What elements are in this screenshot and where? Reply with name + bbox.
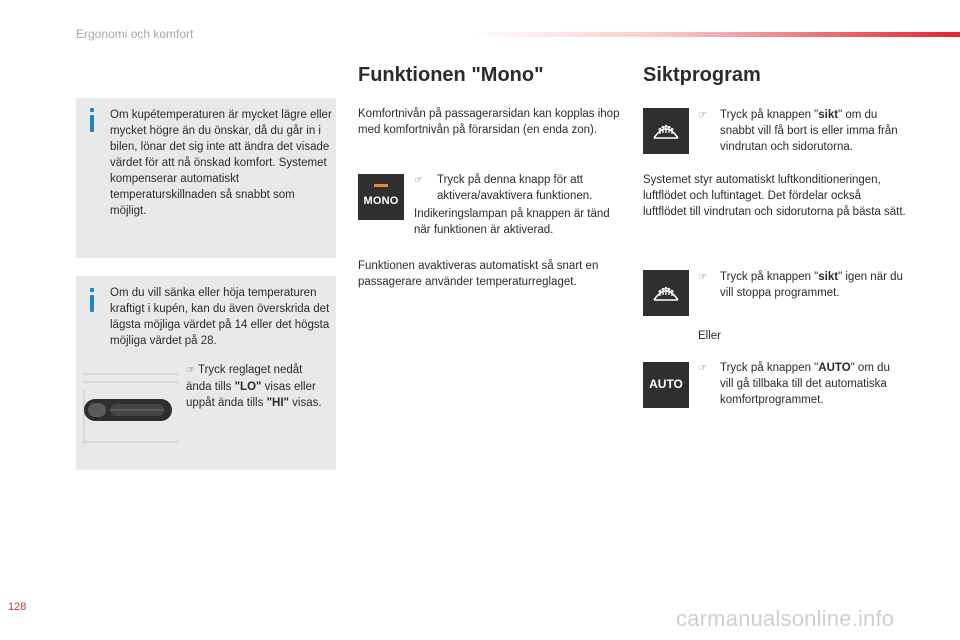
bullet-text: Tryck på knappen " (720, 271, 819, 283)
bullet-arrow-icon: ☞ (414, 175, 423, 186)
mono-auto-off-text: Funktionen avaktiveras automatiskt så snart en passagerare använder temperaturreglaget. (358, 260, 599, 288)
auto-button-label: AUTO (649, 377, 683, 391)
sikt-button-image (643, 108, 689, 154)
sikt-key-label: sikt (818, 271, 839, 283)
sikt-description: Systemet styr automatiskt luftkonditioneringen, luftflödet och luftintaget. Det fördelar också luftflödet till vindrutan och sidorutorna på bästa sätt. (643, 174, 906, 218)
sikt-bullet-3 (720, 360, 904, 408)
auto-key-label: AUTO (818, 362, 851, 374)
bullet-text: Tryck på knappen " (720, 109, 819, 121)
info-note-text: Om du vill sänka eller höja temperaturen kraftigt i kupén, kan du även överskrida det lägsta möjliga värdet på 14 eller det högsta möjliga värdet på 28. (110, 287, 330, 347)
info-icon-dot (90, 108, 94, 112)
sikt-button-image (643, 270, 689, 316)
hi-label: "HI" (266, 397, 289, 409)
mono-button-label: MONO (363, 195, 399, 207)
mono-intro: Komfortnivån på passagerarsidan kan kopplas ihop med komfortnivån på förarsidan (en enda zon). (358, 108, 620, 136)
info-note (76, 98, 336, 258)
or-text: Eller (698, 330, 722, 342)
header-accent-bar (470, 32, 960, 37)
bullet-text: " om du vill gå tillbaka till det automatiska komfortprogrammet. (720, 362, 890, 406)
info-icon (90, 115, 94, 132)
indicator-lamp-icon (374, 184, 388, 187)
bullet-text: visas. (288, 397, 322, 409)
mono-bullet-text: Tryck på denna knapp för att aktivera/avaktivera funktionen. (437, 174, 593, 202)
lo-label: "LO" (234, 381, 262, 393)
sikt-heading: Siktprogram (643, 64, 761, 86)
watermark: carmanualsonline.info (676, 606, 895, 631)
bullet-text: Tryck på knappen " (720, 362, 819, 374)
section-title: Ergonomi och komfort (76, 27, 194, 41)
bullet-text: Tryck reglaget nedåt ända tills (186, 364, 303, 393)
page-number: 128 (8, 601, 27, 613)
mono-indicator-text: Indikeringslampan på knappen är tänd när funktionen är aktiverad. (414, 208, 610, 236)
info-icon (90, 295, 94, 312)
info-note-text: Om kupétemperaturen är mycket lägre eller mycket högre än du önskar, då du går in i bilen, lönar det sig inte att ändra det visade värdet för att nå önskad komfort. Systemet kompenserar automatiskt temperaturskillnaden så snabbt som möjligt. (110, 109, 332, 217)
info-note (76, 276, 336, 470)
info-icon-dot (90, 288, 94, 292)
bullet-text: visas eller uppåt ända tills (186, 381, 316, 409)
mono-button-image (358, 174, 404, 220)
mono-heading: Funktionen "Mono" (358, 64, 544, 86)
bullet-text: " om du snabbt vill få bort is eller imma från vindrutan och sidorutorna. (720, 109, 898, 153)
bullet-arrow-icon: ☞ (698, 272, 707, 283)
auto-button-image (643, 362, 689, 408)
sikt-bullet-1 (720, 107, 900, 155)
windshield-defrost-icon (643, 108, 689, 154)
temperature-bullet (186, 362, 326, 411)
sikt-bullet-2 (720, 269, 904, 301)
bullet-arrow-icon: ☞ (698, 363, 707, 374)
windshield-defrost-icon (643, 270, 689, 316)
sikt-key-label: sikt (818, 109, 839, 121)
bullet-arrow-icon: ☞ (186, 365, 195, 376)
bullet-text: " igen när du vill stoppa programmet. (720, 271, 903, 299)
bullet-arrow-icon: ☞ (698, 110, 707, 121)
temperature-control-illustration (80, 368, 180, 450)
